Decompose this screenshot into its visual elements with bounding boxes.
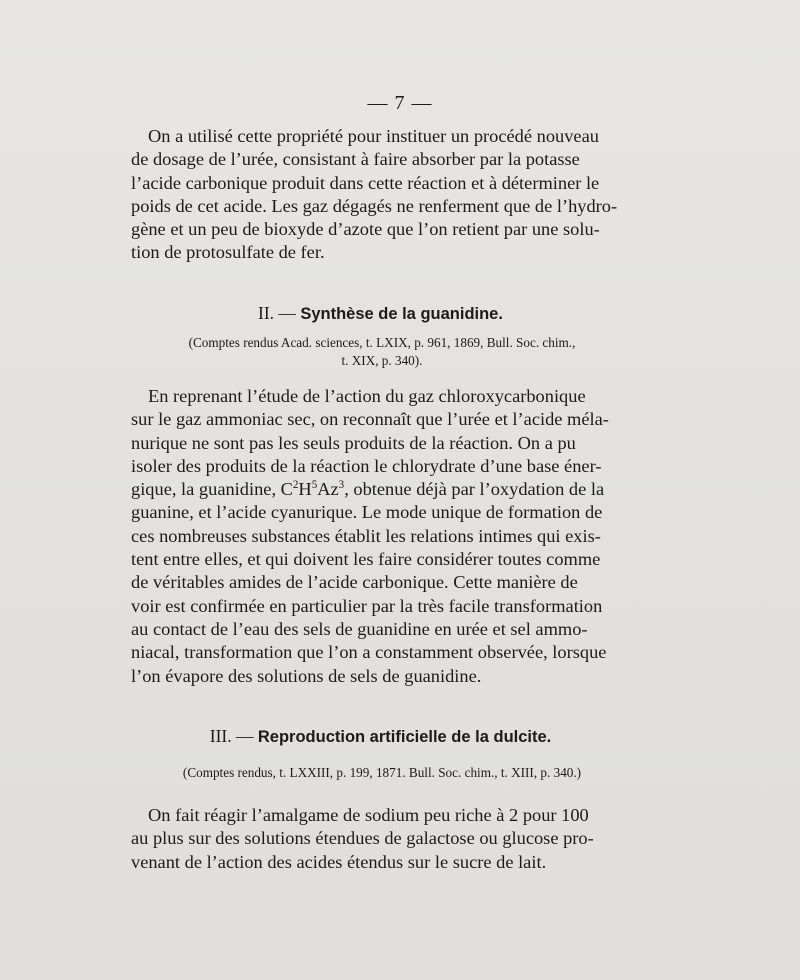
s2-line-2: sur le gaz ammoniac sec, on reconnaît que l’urée et l’acide méla- [131, 409, 609, 430]
section-3-reference: (Comptes rendus, t. LXXIII, p. 199, 1871. Bull. Soc. chim., t. XIII, p. 340.) [182, 765, 582, 780]
intro-line-5: gène et un peu de bioxyde d’azote que l’on retient par une solu- [131, 219, 600, 240]
intro-line-4: poids de cet acide. Les gaz dégagés ne renferment que de l’hydro- [131, 195, 618, 216]
s2-line-12: niacal, transformation que l’on a constamment observée, lorsque [131, 642, 607, 663]
section-3-heading [131, 726, 630, 747]
section-2-reference-line-2: t. XIX, p. 340). [341, 353, 423, 368]
intro-line-2: de dosage de l’urée, consistant à faire absorber par la potasse [131, 149, 580, 170]
formula-sup-1: 2 [292, 479, 299, 492]
intro-line-1: On a utilisé cette propriété pour instituer un procédé nouveau [148, 126, 599, 146]
intro-paragraph [131, 125, 630, 265]
s2-line-13: l’on évapore des solutions de sels de guanidine. [131, 665, 482, 686]
section-2-numeral: II. — [258, 303, 296, 323]
formula-suffix: , obtenue déjà par l’oxydation de la [344, 479, 605, 500]
s2-line-3: nurique ne sont pas les seuls produits de la réaction. On a pu [131, 432, 576, 453]
intro-line-6: tion de protosulfate de fer. [131, 242, 325, 263]
formula-az: Az [317, 479, 339, 500]
section-2-title: Synthèse de la guanidine. [300, 305, 503, 323]
page-number: — 7 — [367, 92, 433, 114]
formula-prefix: gique, la guanidine, C [131, 479, 293, 500]
s2-formula-line [131, 478, 630, 501]
formula-sup-3: 3 [338, 479, 345, 492]
section-2-reference-line-1: (Comptes rendus Acad. sciences, t. LXIX, p. 961, 1869, Bull. Soc. chim., [188, 335, 576, 350]
section-3-paragraph [131, 804, 630, 874]
s2-line-4: isoler des produits de la réaction le chlorydrate d’une base éner- [131, 455, 602, 476]
s2-line-7: ces nombreuses substances établit les relations intimes qui exis- [131, 525, 601, 546]
section-2-paragraph [131, 385, 630, 688]
s2-line-9: de véritables amides de l’acide carbonique. Cette manière de [131, 572, 578, 593]
s2-line-10: voir est confirmée en particulier par la très facile transformation [131, 595, 603, 616]
section-3-title: Reproduction artificielle de la dulcite. [257, 728, 552, 746]
formula-sup-2: 5 [311, 479, 318, 492]
section-3-numeral: III. — [209, 726, 254, 746]
s2-line-11: au contact de l’eau des sels de guanidine en urée et sel ammo- [131, 618, 588, 639]
s2-line-8: tent entre elles, et qui doivent les faire considérer toutes comme [131, 549, 601, 570]
s3-line-2: au plus sur des solutions étendues de galactose ou glucose pro- [131, 828, 594, 849]
intro-line-3: l’acide carbonique produit dans cette réaction et à déterminer le [131, 172, 600, 193]
s3-line-3: venant de l’action des acides étendus sur le sucre de lait. [131, 851, 547, 872]
s3-line-1: On fait réagir l’amalgame de sodium peu riche à 2 pour 100 [148, 805, 589, 825]
formula-h: H [298, 479, 312, 500]
section-2-heading [131, 303, 630, 324]
s2-line-1: En reprenant l’étude de l’action du gaz chloroxycarbonique [148, 386, 586, 406]
s2-line-6: guanine, et l’acide cyanurique. Le mode unique de formation de [131, 502, 603, 523]
